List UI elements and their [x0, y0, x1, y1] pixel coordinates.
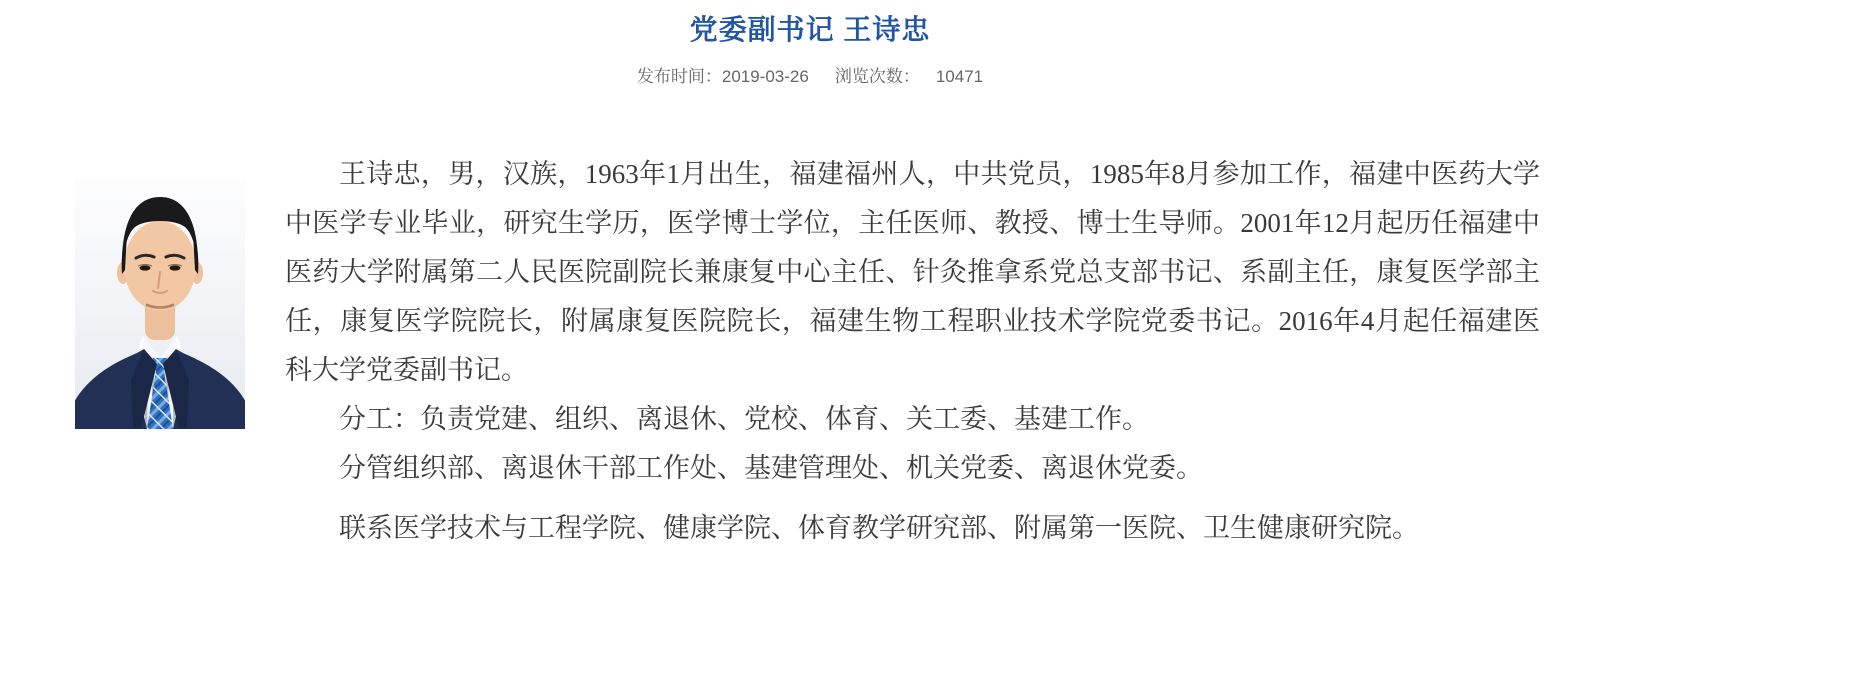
bio-paragraph: 王诗忠，男，汉族，1963年1月出生，福建福州人，中共党员，1985年8月参加工作，福建中医药大学中医学专业毕业，研究生学历，医学博士学位，主任医师、教授、博士生导师。2001年12月起历任福建中医药大学附属第二人民医院副院长兼康复中心主任、针灸推拿系党总支部书记、系副主任，康复医学部主任，康复医学院院长，附属康复医院院长，福建生物工程职业技术学院党委书记。2016年4月起任福建医科大学党委副书记。 — [285, 159, 1540, 385]
views-count: 10471 — [935, 67, 984, 86]
article-meta — [75, 66, 1545, 88]
publish-time-label: 发布时间： — [636, 67, 722, 86]
views-count-label: 浏览次数： — [834, 67, 920, 86]
biography-text — [285, 150, 1540, 553]
duties-paragraph: 分工：负责党建、组织、离退休、党校、体育、关工委、基建工作。 — [339, 404, 1149, 434]
departments-paragraph: 分管组织部、离退休干部工作处、基建管理处、机关党委、离退休党委。 — [339, 453, 1203, 483]
portrait-photo — [75, 178, 245, 429]
liaison-paragraph: 联系医学技术与工程学院、健康学院、体育教学研究部、附属第一医院、卫生健康研究院。 — [339, 513, 1419, 543]
article-page — [75, 0, 1545, 553]
article-body — [75, 150, 1545, 553]
publish-date: 2019-03-26 — [721, 67, 809, 86]
portrait-photo-image — [75, 178, 245, 429]
page-title: 党委副书记 王诗忠 — [689, 14, 931, 45]
